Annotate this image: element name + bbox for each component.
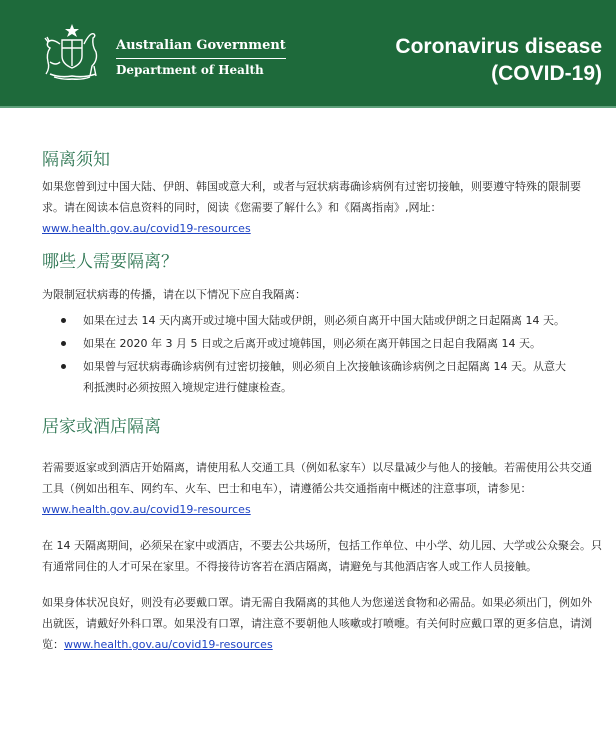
resources-link[interactable]: www.health.gov.au/covid19-resources [42,222,251,235]
paragraph: 在 14 天隔离期间，必须呆在家中或酒店，不要去公共场所，包括工作单位、中小学、幼儿园、大学或公众聚会。只有通常同住的人才可呆在家里。不得接待访客若在酒店隔离，请避免与其他酒店客人或工作人员接触。 [42,539,602,573]
paragraph: 为限制冠状病毒的传播，请在以下情况下应自我隔离： [42,288,306,301]
main-content [42,148,602,670]
resources-link[interactable]: www.health.gov.au/covid19-resources [64,638,273,651]
bullet-icon [61,364,66,369]
section-heading: 哪些人需要隔离？ [42,252,178,272]
government-name: Australian Government [116,37,286,59]
paragraph [42,176,602,239]
title-line-1: Coronavirus disease [395,35,602,58]
paragraph [42,457,602,520]
commonwealth-coat-of-arms-icon [36,22,108,82]
list-item [42,333,602,354]
title-line-2: (COVID-19) [491,62,602,85]
section-home-or-hotel-isolation [42,415,602,655]
header-divider [0,106,616,108]
section-heading: 隔离须知 [42,150,110,170]
section-who-needs-isolation [42,250,602,398]
list-item [42,356,602,398]
list-item-text: 如果曾与冠状病毒确诊病例有过密切接触，则必须自上次接触该确诊病例之日起隔离 14 天。从意大利抵澳时必须按照入境规定进行健康检查。 [83,360,566,394]
paragraph [42,592,602,655]
header-banner [0,0,616,106]
document-title [395,33,602,87]
bullet-icon [61,341,66,346]
bullet-icon [61,318,66,323]
paragraph-text: 若需要返家或到酒店开始隔离，请使用私人交通工具（例如私家车）以尽量减少与他人的接触。若需使用公共交通工具（例如出租车、网约车、火车、巴士和电车），请遵循公共交通指南中概述的注意事项，请参见： [42,461,592,495]
paragraph-text: 如果身体状况良好，则没有必要戴口罩。请无需自我隔离的其他人为您递送食物和必需品。如果必须出门，例如外出就医，请戴好外科口罩。如果没有口罩，请注意不要朝他人咳嗽或打喷嚏。有关何时应戴口罩的更多信息，请浏览： [42,596,592,651]
bullet-list [42,310,602,398]
section-heading: 居家或酒店隔离 [42,417,161,437]
government-wordmark [116,37,286,78]
list-item [42,310,602,331]
section-isolation-notice [42,148,602,239]
list-item-text: 如果在过去 14 天内离开或过境中国大陆或伊朗，则必须自离开中国大陆或伊朗之日起隔离 14 天。 [83,314,565,327]
paragraph-text: 如果您曾到过中国大陆、伊朗、韩国或意大利，或者与冠状病毒确诊病例有过密切接触，则要遵守特殊的限制要求。请在阅读本信息资料的同时，阅读《您需要了解什么》和《隔离指南》,网址： [42,180,581,214]
list-item-text: 如果在 2020 年 3 月 5 日或之后离开或过境韩国，则必须在离开韩国之日起自我隔离 14 天。 [83,337,541,350]
department-name: Department of Health [116,63,264,77]
resources-link[interactable]: www.health.gov.au/covid19-resources [42,503,251,516]
